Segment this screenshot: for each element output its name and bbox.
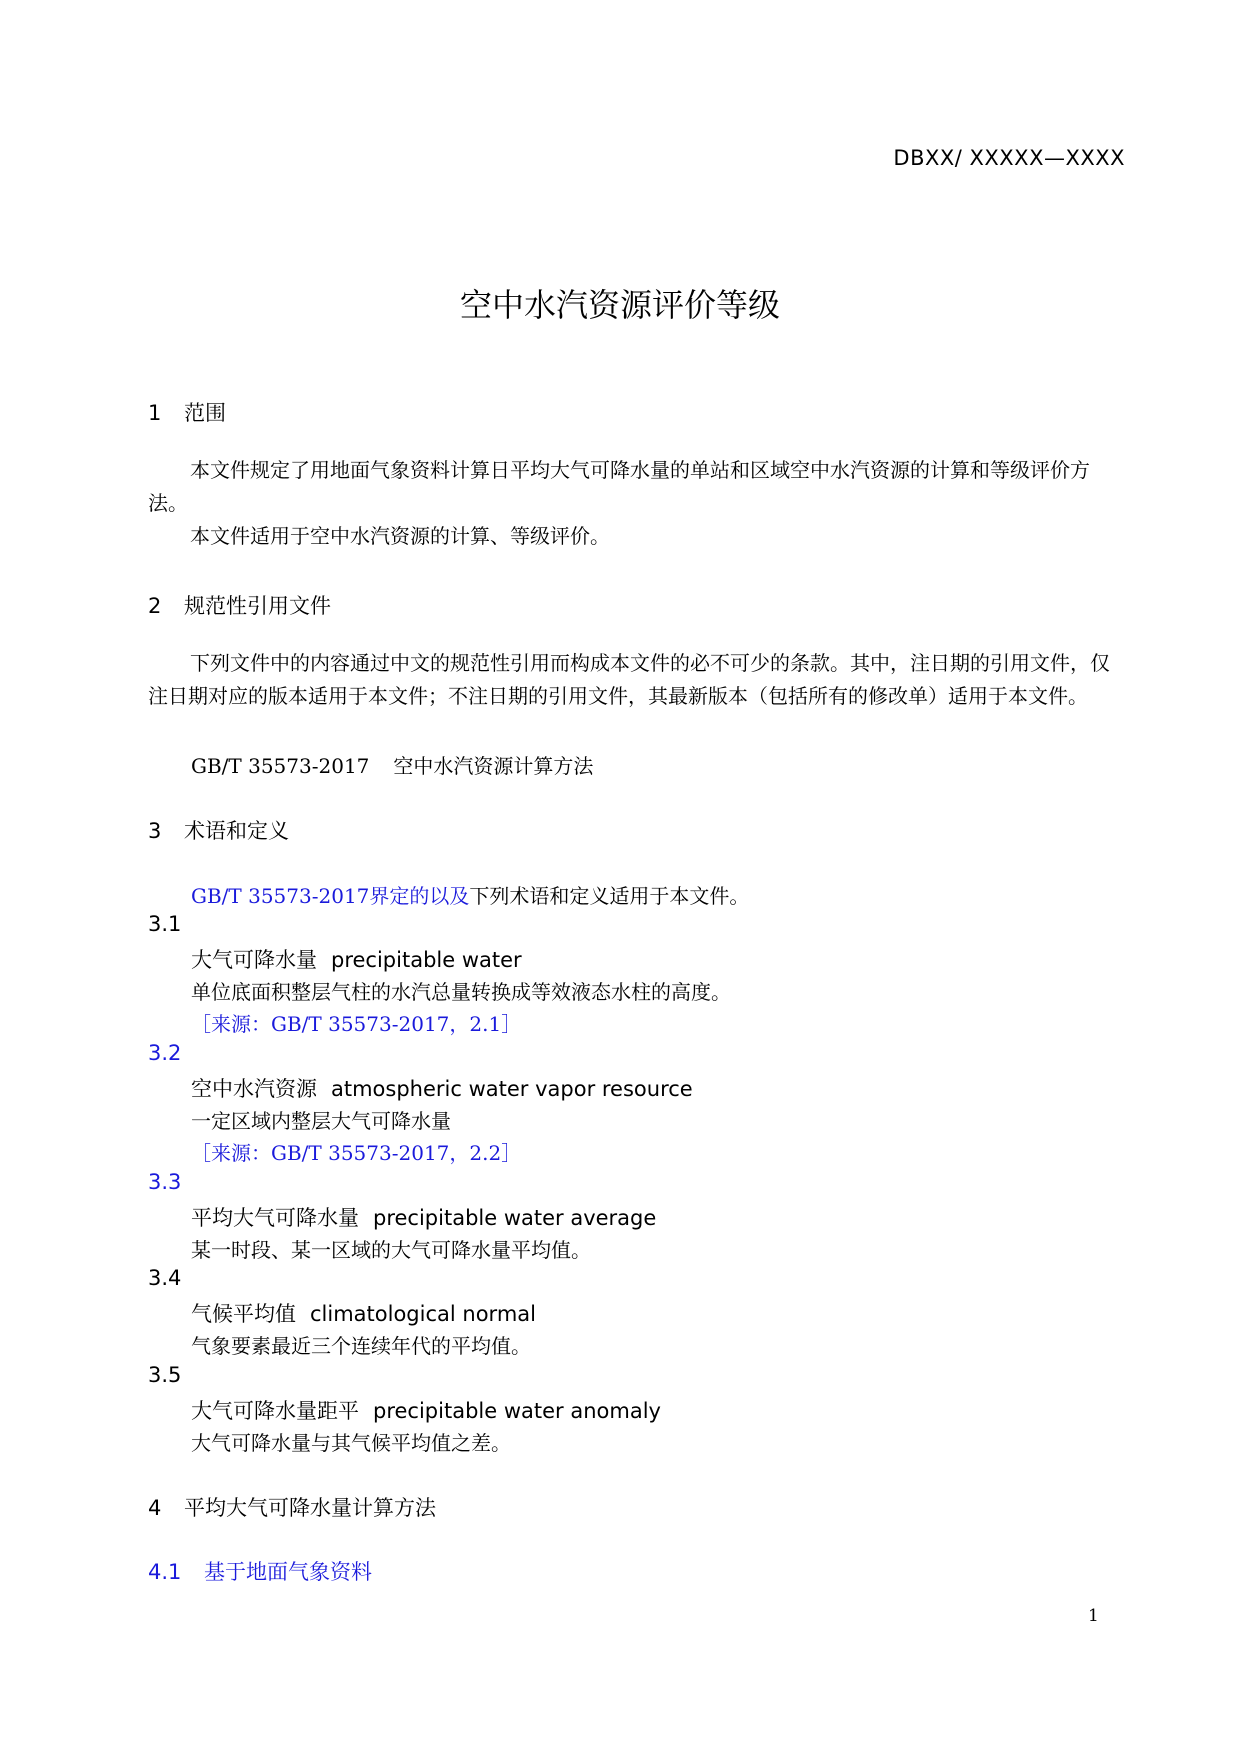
term-number: 3.4: [148, 1266, 182, 1290]
term-number: 3.2: [148, 1041, 182, 1065]
term-zh: 大气可降水量: [191, 948, 317, 972]
term-source[interactable]: ［来源：GB/T 35573-2017，2.1］: [191, 1012, 522, 1036]
terms-intro-text: 下列术语和定义适用于本文件。: [469, 884, 750, 908]
term-zh: 气候平均值: [191, 1302, 296, 1326]
reference-code: GB/T 35573-2017: [191, 754, 370, 778]
term-heading: [191, 1395, 661, 1425]
paragraph: 本文件规定了用地面气象资料计算日平均大气可降水量的单站和区域空中水汽资源的计算和等级评价方法。: [148, 458, 1090, 515]
term-definition: 一定区域内整层大气可降水量: [191, 1109, 451, 1133]
document-title: 空中水汽资源评价等级: [459, 286, 780, 324]
term-heading: [191, 1202, 656, 1232]
term-definition: 气象要素最近三个连续年代的平均值。: [191, 1334, 531, 1358]
term-zh: 平均大气可降水量: [191, 1206, 359, 1230]
paragraph: 本文件适用于空中水汽资源的计算、等级评价。: [190, 524, 610, 548]
term-number: 3.3: [148, 1170, 182, 1194]
section-title: 术语和定义: [184, 819, 289, 843]
term-en: precipitable water average: [373, 1206, 657, 1230]
section-number: 3: [148, 819, 162, 843]
section-number: 4: [148, 1496, 162, 1520]
subsection-4-1-heading: [148, 1556, 372, 1586]
section-title: 范围: [184, 401, 226, 425]
term-en: atmospheric water vapor resource: [331, 1077, 693, 1101]
reference-entry: [191, 750, 593, 779]
term-heading: [191, 1298, 536, 1328]
section-title: 平均大气可降水量计算方法: [184, 1496, 436, 1520]
section-number: 1: [148, 401, 162, 425]
page-number: 1: [1088, 1606, 1099, 1626]
section-2-heading: [148, 590, 331, 620]
section-title: 规范性引用文件: [184, 594, 331, 618]
term-en: precipitable water anomaly: [373, 1399, 661, 1423]
terms-intro: [191, 880, 749, 909]
term-zh: 空中水汽资源: [191, 1077, 317, 1101]
term-en: precipitable water: [331, 948, 522, 972]
section-number: 2: [148, 594, 162, 618]
term-definition: 单位底面积整层气柱的水汽总量转换成等效液态水柱的高度。: [191, 980, 731, 1004]
section-1-heading: [148, 397, 226, 427]
term-number: 3.5: [148, 1363, 182, 1387]
section-4-heading: [148, 1492, 436, 1522]
reference-title: 空中水汽资源计算方法: [393, 754, 594, 778]
subsection-number: 4.1: [148, 1560, 182, 1584]
term-heading: [191, 944, 522, 974]
term-number: 3.1: [148, 912, 182, 936]
document-number: DBXX/ XXXXX—XXXX: [893, 146, 1125, 170]
term-definition: 大气可降水量与其气候平均值之差。: [191, 1431, 511, 1455]
term-zh: 大气可降水量距平: [191, 1399, 359, 1423]
term-source[interactable]: ［来源：GB/T 35573-2017，2.2］: [191, 1141, 522, 1165]
reference-link[interactable]: GB/T 35573-2017界定的以及: [191, 884, 470, 908]
term-en: climatological normal: [310, 1302, 536, 1326]
subsection-title: 基于地面气象资料: [204, 1560, 372, 1584]
term-definition: 某一时段、某一区域的大气可降水量平均值。: [191, 1238, 591, 1262]
paragraph: 下列文件中的内容通过中文的规范性引用而构成本文件的必不可少的条款。其中，注日期的引用文件，仅注日期对应的版本适用于本文件；不注日期的引用文件，其最新版本（包括所有的修改单）适用于本文件。: [148, 651, 1110, 708]
section-3-heading: [148, 815, 289, 845]
term-heading: [191, 1073, 693, 1103]
